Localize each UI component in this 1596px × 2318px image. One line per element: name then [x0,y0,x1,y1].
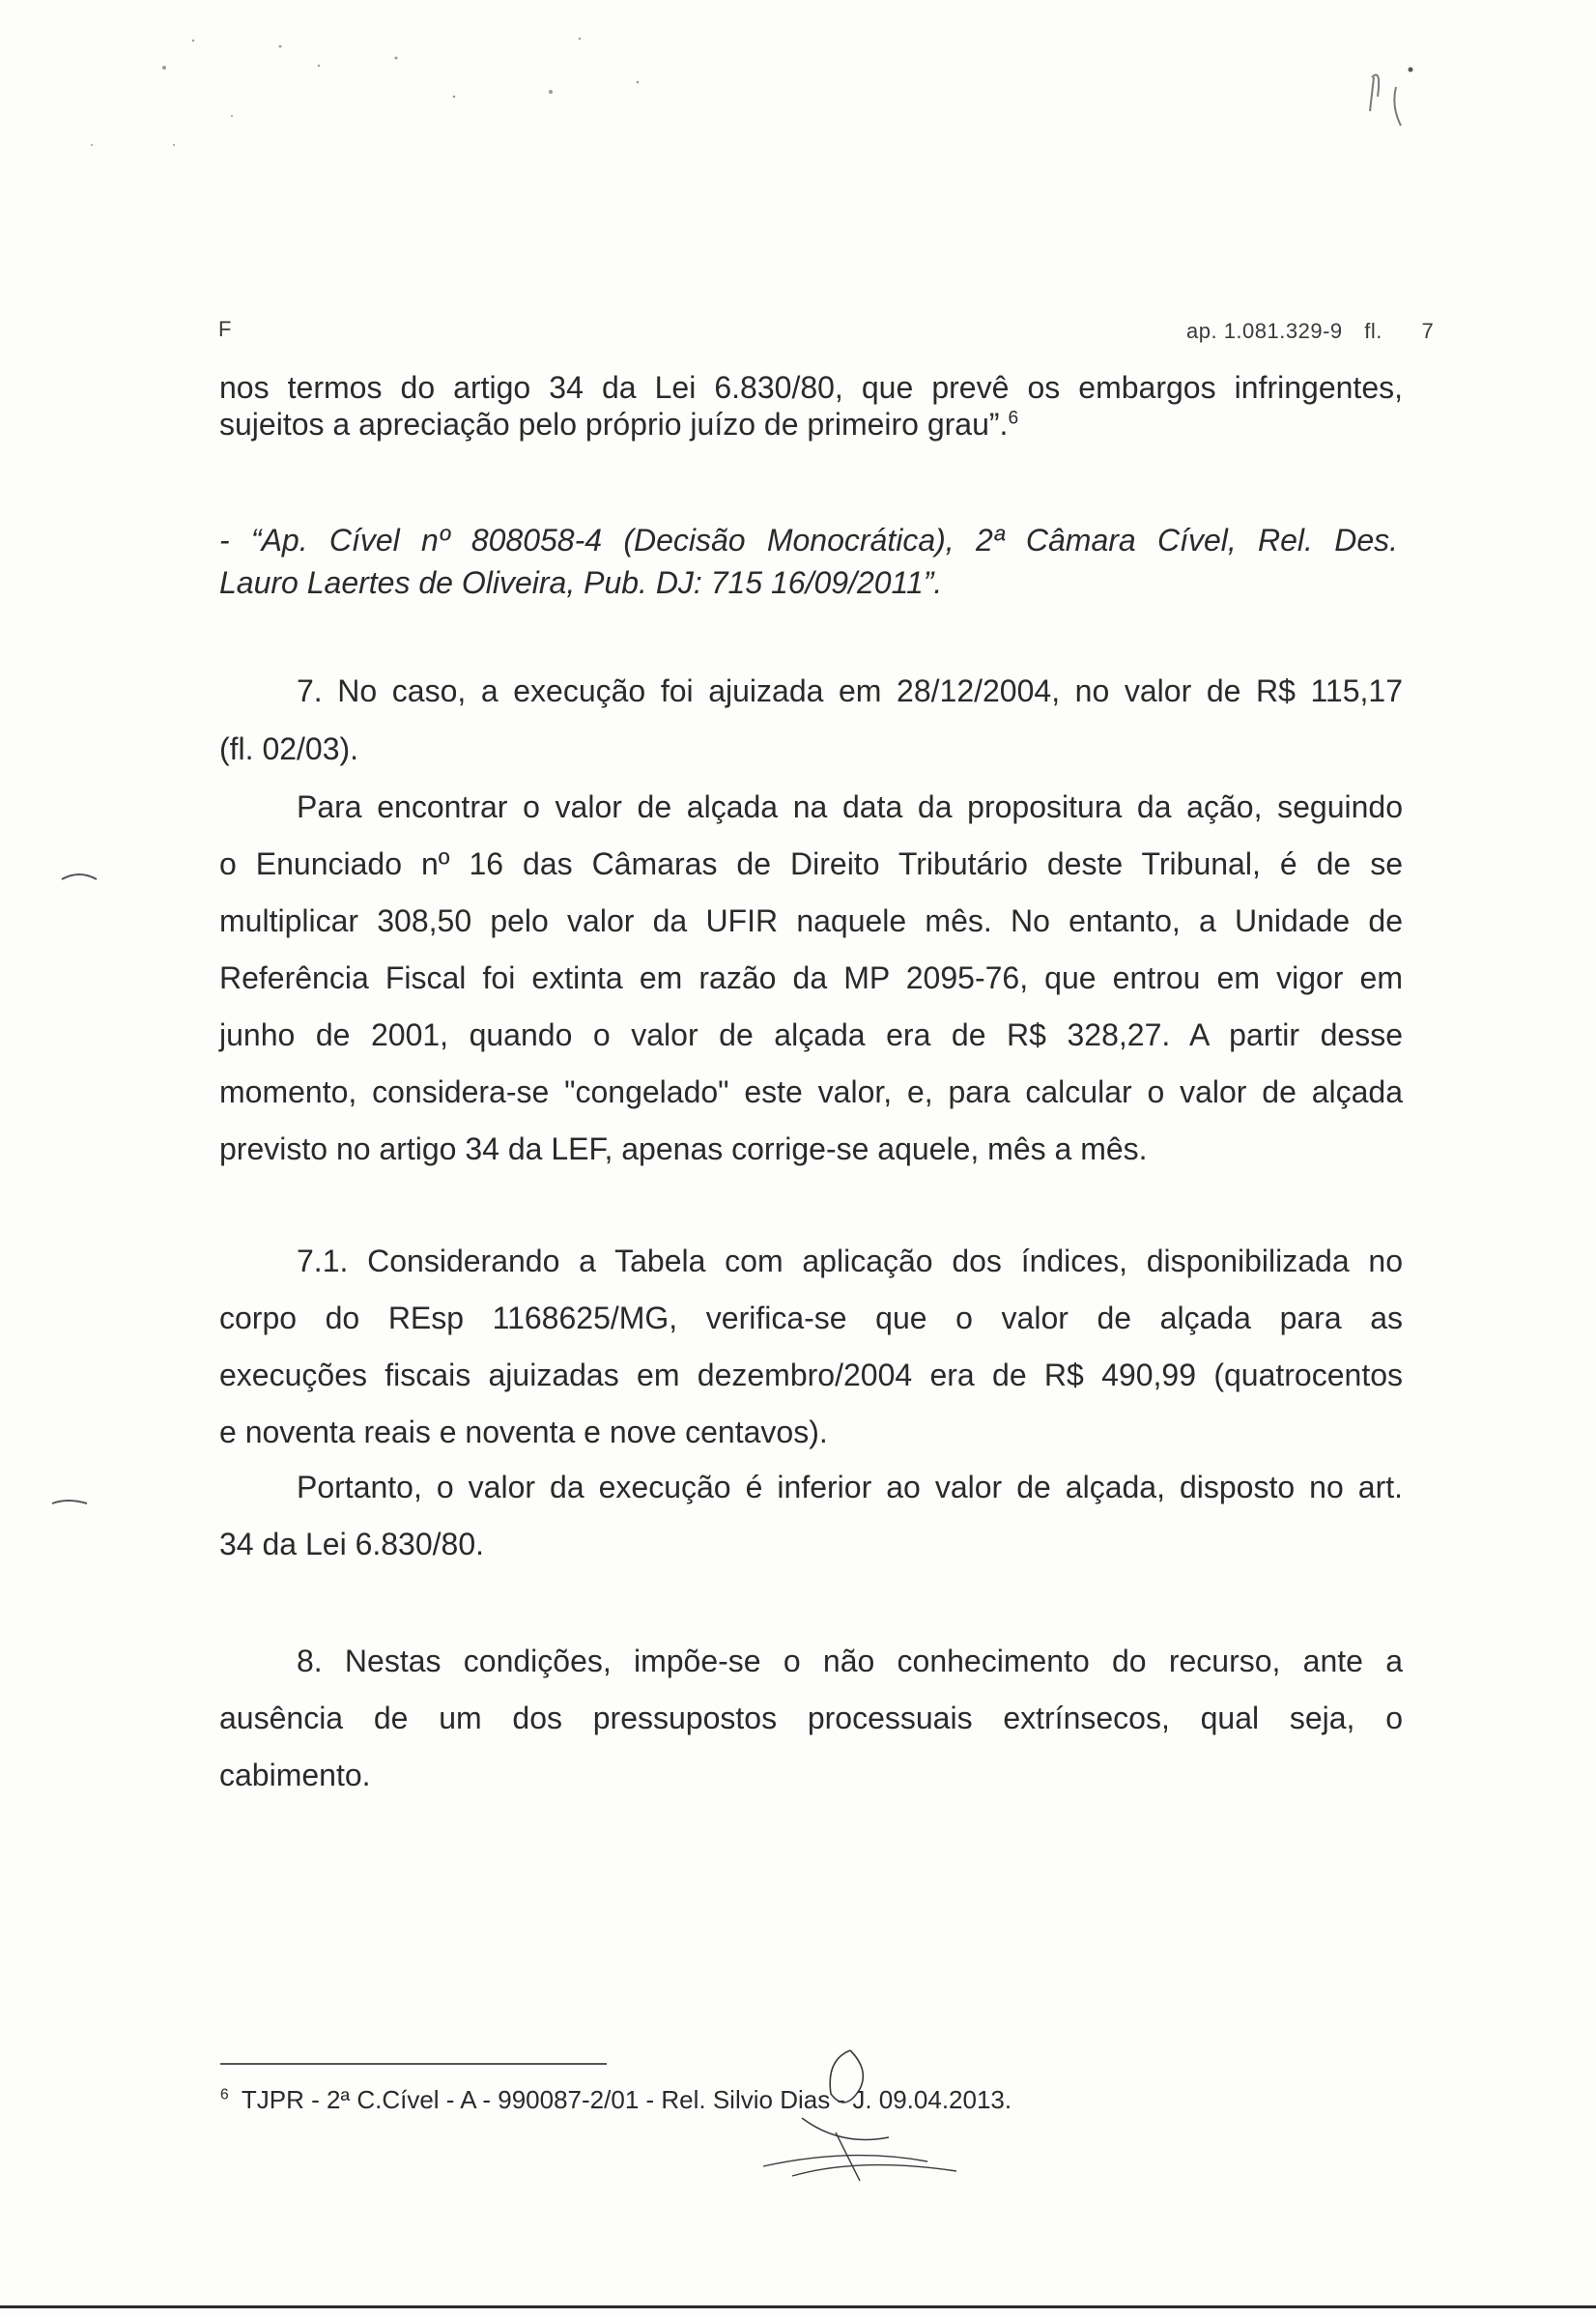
margin-punch-mark [60,870,99,883]
p7-body-line: Referência Fiscal foi extinta em razão da MP 2095-76, que entrou em vigor em [219,960,1403,995]
footnote-text: TJPR - 2ª C.Cível - A - 990087-2/01 - Rel. Silvio Dias - J. 09.04.2013. [241,2085,1012,2114]
p71-line: 7.1. Considerando a Tabela com aplicação dos índices, disponibilizada no [297,1244,1403,1278]
p8-line: ausência de um dos pressupostos processuais extrínsecos, qual seja, o [219,1701,1403,1735]
folio-label: fl. [1364,319,1382,343]
header-case-reference [1186,319,1434,344]
paragraph-7-body [219,779,1403,1178]
p71-line: e noventa reais e noventa e nove centavos). [219,1415,828,1449]
scan-bottom-edge [0,2305,1596,2308]
paragraph-7-line-1: 7. No caso, a execução foi ajuizada em 28/12/2004, no valor de R$ 115,17 [297,673,1403,708]
p8-line: 8. Nestas condições, impõe-se o não conhecimento do recurso, ante a [297,1644,1403,1678]
carry-line-1: nos termos do artigo 34 da Lei 6.830/80, que prevê os embargos infringentes, [219,370,1403,405]
scan-specks [0,0,734,164]
footnote-number: 6 [220,2086,229,2103]
paragraph-8 [219,1633,1403,1804]
p7-body-line: multiplicar 308,50 pelo valor da UFIR naquele mês. No entanto, a Unidade de [219,903,1403,938]
p7-body-line: junho de 2001, quando o valor de alçada era de R$ 328,27. A partir desse [219,1017,1403,1052]
paragraph-7-line-2: (fl. 02/03). [219,731,359,766]
carry-line-2 [219,407,1403,443]
portanto-line: 34 da Lei 6.830/80. [219,1527,485,1561]
p71-line: corpo do REsp 1168625/MG, verifica-se que o valor de alçada para as [219,1301,1403,1335]
citation-line-2: Lauro Laertes de Oliveira, Pub. DJ: 715 16/09/2011”. [219,565,943,600]
citation-line-1: - “Ap. Cível nº 808058-4 (Decisão Monocrática), 2ª Câmara Cível, Rel. Des. [219,523,1398,558]
p71-line: execuções fiscais ajuizadas em dezembro/2004 era de R$ 490,99 (quatrocentos [219,1358,1403,1392]
portanto-line: Portanto, o valor da execução é inferior ao valor de alçada, disposto no art. [297,1470,1403,1504]
handwritten-initials [734,2041,976,2205]
paragraph-7-1 [219,1233,1403,1461]
p7-body-line: previsto no artigo 34 da LEF, apenas corrige-se aquele, mês a mês. [219,1131,1148,1166]
folio-number: 7 [1421,319,1435,343]
p7-body-line: o Enunciado nº 16 das Câmaras de Direito Tributário deste Tribunal, é de se [219,846,1403,881]
case-ref: ap. 1.081.329-9 [1186,319,1343,343]
p7-body-line: momento, considera-se "congelado" este valor, e, para calcular o valor de alçada [219,1074,1403,1109]
handwritten-folio-mark [1353,58,1430,155]
p8-line: cabimento. [219,1758,371,1792]
carry-line-2-text: sujeitos a apreciação pelo próprio juízo de primeiro grau”. [219,407,1009,442]
paragraph-portanto [219,1459,1403,1573]
footnote-rule [220,2063,607,2065]
header-left-mark: F [218,317,232,341]
p7-body-line: Para encontrar o valor de alçada na data da propositura da ação, seguindo [297,789,1403,824]
margin-punch-mark [50,1496,89,1509]
footnote-ref-6: 6 [1008,408,1019,429]
